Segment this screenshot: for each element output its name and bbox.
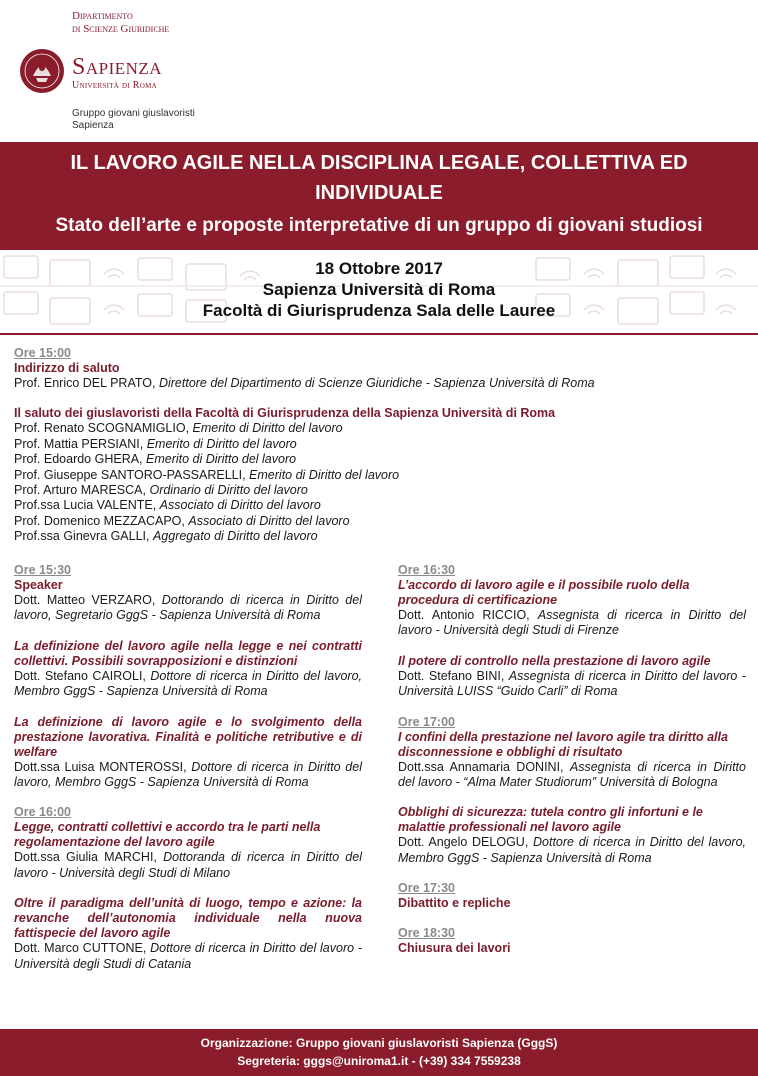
session-heading: Obblighi di sicurezza: tutela contro gli infortuni e le malattie professionali nel lavoro agile — [398, 805, 703, 835]
speaker-role: Assegnista di ricerca in Diritto del lavoro - Università degli Studi di Firenze — [398, 608, 747, 638]
session-heading: Oltre il paradigma dell’unità di luogo, tempo e azione: la revanche dell’autonomia individuale nella nuova fattispecie del lavoro agile — [14, 896, 362, 941]
session-heading: Speaker — [14, 578, 63, 592]
footer-band — [0, 1029, 758, 1076]
department-line-2: di Scienze Giuridiche — [72, 23, 170, 35]
speaker-role: Dottoranda di ricerca in Diritto del lavoro - Università degli Studi di Milano — [14, 850, 362, 880]
group-line-1: Gruppo giovani giuslavoristi — [72, 108, 195, 119]
speaker-line — [14, 760, 362, 791]
title-line-2: INDIVIDUALE — [315, 182, 443, 204]
session-block — [398, 926, 746, 956]
session-heading: Chiusura dei lavori — [398, 941, 511, 956]
title-band — [0, 142, 758, 250]
person-name: Prof.ssa Ginevra GALLI, — [14, 529, 153, 544]
person-name: Prof. Mattia PERSIANI, — [14, 436, 147, 451]
speaker-name: Dott. Stefano BINI, — [398, 668, 509, 683]
person-name: Prof.ssa Lucia VALENTE, — [14, 498, 160, 513]
person-name: Prof. Renato SCOGNAMIGLIO, — [14, 421, 193, 436]
person-name: Prof. Domenico MEZZACAPO, — [14, 513, 189, 528]
department-line-1: Dipartimento — [72, 10, 133, 22]
program-right-column — [398, 563, 746, 971]
university-subtitle: Università di Roma — [72, 80, 157, 91]
speaker-line — [398, 669, 746, 700]
person-role: Emerito di Diritto del lavoro — [146, 452, 297, 467]
program-opening — [14, 346, 744, 545]
speaker-name: Dott.ssa Giulia MARCHI, — [14, 850, 164, 865]
university-name: Sapienza — [72, 54, 163, 80]
time-label: Ore 16:30 — [398, 563, 455, 577]
speaker-role: Dottore di ricerca in Diritto del lavoro, Membro GggS - Sapienza Università di Roma — [14, 668, 362, 699]
session-heading: Dibattito e repliche — [398, 896, 511, 911]
speaker-role: Assegnista di ricerca in Diritto del lavoro - “Alma Mater Studiorum” Università di Bologna — [398, 759, 746, 790]
session-heading: L’accordo di lavoro agile e il possibile ruolo della procedura di certificazione — [398, 578, 690, 607]
time-label: Ore 17:30 — [398, 881, 455, 896]
list-item — [14, 468, 744, 483]
session-block — [14, 715, 362, 791]
person-name: Prof. Giuseppe SANTORO-PASSARELLI, — [14, 467, 250, 482]
group-name — [72, 108, 195, 132]
speaker-line — [14, 941, 362, 972]
greetings-heading: Il saluto dei giuslavoristi della Facoltà di Giurisprudenza della Sapienza Università di Roma — [14, 406, 556, 421]
session-heading: I confini della prestazione nel lavoro agile tra diritto alla disconnessione e obblighi di risultato — [398, 729, 728, 759]
person-role: Associato di Diritto del lavoro — [188, 513, 350, 528]
event-info — [0, 250, 758, 332]
group-line-2: Sapienza — [72, 120, 114, 131]
time-label: Ore 16:00 — [14, 805, 71, 820]
list-item — [14, 529, 744, 544]
person-role: Associato di Diritto del lavoro — [159, 498, 321, 513]
speaker-line — [398, 608, 746, 639]
speaker-line — [14, 593, 362, 624]
event-date: 18 Ottobre 2017 — [315, 259, 443, 278]
list-item — [14, 483, 744, 498]
session-heading: La definizione del lavoro agile nella legge e nei contratti collettivi. Possibili sovrapposizioni e distinzioni — [14, 638, 362, 668]
speaker-line — [398, 835, 746, 866]
footer-organization: Organizzazione: Gruppo giovani giuslavoristi Sapienza (GggS) — [200, 1036, 558, 1050]
speaker-line — [14, 376, 744, 391]
time-label: Ore 15:30 — [14, 563, 71, 577]
session-block — [14, 563, 362, 624]
speaker-name: Dott. Angelo DELOGU, — [398, 835, 533, 850]
list-item — [14, 498, 744, 513]
session-block — [14, 805, 362, 881]
speaker-role: Dottore di ricerca in Diritto del lavoro, Membro GggS - Sapienza Università di Roma — [14, 759, 362, 790]
section-divider — [0, 333, 758, 335]
time-label: Ore 17:00 — [398, 714, 455, 729]
session-block — [398, 563, 746, 639]
session-block — [398, 654, 746, 700]
department-name — [72, 10, 169, 36]
list-item — [14, 452, 744, 467]
person-role: Aggregato di Diritto del lavoro — [152, 529, 318, 544]
speaker-name: Dott. Matteo VERZARO, — [14, 593, 162, 607]
time-label: Ore 18:30 — [398, 926, 455, 941]
title-subtitle: Stato dell’arte e proposte interpretative di un gruppo di giovani studiosi — [55, 215, 703, 236]
session-block — [398, 715, 746, 791]
event-place: Sapienza Università di Roma — [262, 280, 496, 299]
person-role: Ordinario di Diritto del lavoro — [149, 483, 308, 498]
speaker-name: Dott. Stefano CAIROLI, — [14, 668, 151, 683]
university-logo-text — [72, 55, 162, 91]
speaker-name: Prof. Enrico DEL PRATO, — [14, 376, 159, 390]
speaker-line — [14, 850, 362, 881]
session-heading: Legge, contratti collettivi e accordo tra le parti nella regolamentazione del lavoro agile — [14, 820, 321, 850]
program-left-column — [14, 563, 362, 987]
speaker-name: Dott. Antonio RICCIO, — [398, 608, 538, 622]
speaker-role: Direttore del Dipartimento di Scienze Giuridiche - Sapienza Università di Roma — [158, 376, 595, 390]
session-heading: Indirizzo di saluto — [14, 361, 120, 375]
person-role: Emerito di Diritto del lavoro — [146, 436, 297, 451]
sapienza-seal-icon — [19, 48, 65, 94]
person-role: Emerito di Diritto del lavoro — [192, 421, 343, 436]
session-heading: La definizione di lavoro agile e lo svolgimento della prestazione lavorativa. Finalità e politiche retributive e di welfare — [14, 714, 362, 759]
list-item — [14, 514, 744, 529]
person-role: Emerito di Diritto del lavoro — [249, 467, 400, 482]
footer-secretary: Segreteria: gggs@uniroma1.it - (+39) 334 7559238 — [237, 1054, 521, 1068]
session-block — [398, 805, 746, 866]
session-block — [14, 896, 362, 972]
list-item — [14, 421, 744, 436]
speaker-name: Dott.ssa Annamaria DONINI, — [398, 759, 570, 774]
title-line-1: IL LAVORO AGILE NELLA DISCIPLINA LEGALE, COLLETTIVA ED — [70, 152, 688, 174]
time-label: Ore 15:00 — [14, 346, 71, 360]
speaker-name: Dott.ssa Luisa MONTEROSSI, — [14, 759, 192, 774]
list-item — [14, 437, 744, 452]
session-block — [398, 881, 746, 911]
greetings-list — [14, 421, 744, 544]
speaker-role: Dottore di ricerca in Diritto del lavoro, Membro GggS - Sapienza Università di Roma — [398, 835, 746, 865]
session-heading: Il potere di controllo nella prestazione di lavoro agile — [398, 653, 711, 668]
session-block — [14, 639, 362, 700]
speaker-name: Dott. Marco CUTTONE, — [14, 941, 151, 956]
speaker-role: Dottore di ricerca in Diritto del lavoro - Università degli Studi di Catania — [14, 941, 362, 971]
person-name: Prof. Edoardo GHERA, — [14, 452, 147, 467]
speaker-line — [14, 669, 362, 700]
speaker-role: Assegnista di ricerca in Diritto del lavoro - Università LUISS “Guido Carli” di Roma — [398, 668, 746, 699]
speaker-role: Dottorando di ricerca in Diritto del lavoro, Segretario GggS - Sapienza Università di Roma — [14, 593, 362, 623]
speaker-line — [398, 760, 746, 791]
person-name: Prof. Arturo MARESCA, — [14, 483, 150, 498]
event-room: Facoltà di Giurisprudenza Sala delle Lauree — [202, 301, 556, 320]
